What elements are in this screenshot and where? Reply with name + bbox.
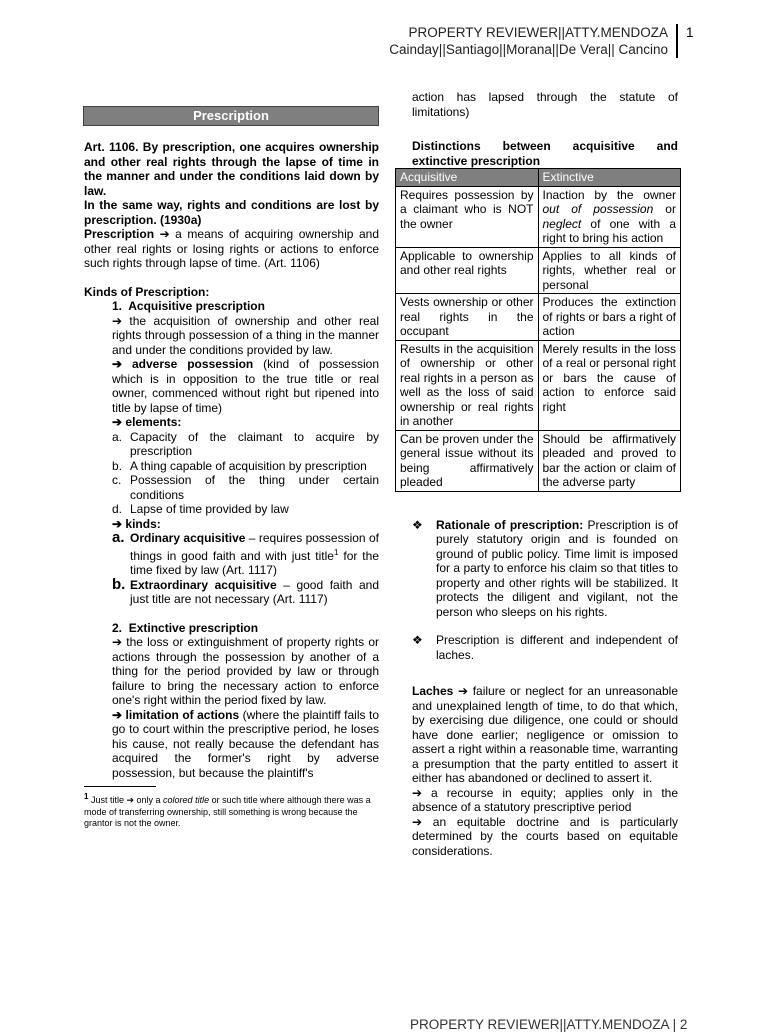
continuation-text: action has lapsed through the statute of limitations): [412, 90, 678, 119]
arrow-icon: ➔: [112, 357, 123, 371]
table-cell: Requires possession by a claimant who is NOT the owner: [396, 186, 539, 247]
right-column: [400, 90, 678, 858]
arrow-icon: ➔: [126, 795, 135, 805]
page-number: 1: [686, 25, 694, 40]
laches-doctrine: ➔ an equitable doctrine and is particularly determined by the courts based on equitable considerations.: [412, 814, 678, 858]
next-page-header: PROPERTY REVIEWER||ATTY.MENDOZA | 2: [410, 1017, 688, 1032]
extinctive-definition: ➔ the loss or extinguishment of property rights or actions through the possession by another of a thing for the period provided by law or through failure to bring the necessary action to enforce one's right within the period fixed by law.: [112, 635, 379, 707]
laches-recourse: ➔ a recourse in equity; applies only in the absence of a statutory prescriptive period: [412, 785, 678, 814]
kinds-heading: Kinds of Prescription:: [84, 284, 210, 299]
elements-label: ➔ elements:: [112, 415, 182, 429]
acquisitive-section: [84, 299, 379, 780]
table-cell: Can be proven under the general issue without its being affirmatively pleaded: [396, 430, 539, 491]
table-cell: Merely results in the loss of a real or personal right or bars the cause of action to enforce said right: [538, 340, 681, 430]
distinctions-heading: Distinctions between acquisitive and extinctive prescription: [412, 139, 678, 168]
table-header-row: [396, 169, 681, 187]
laches-definition: Laches ➔ failure or neglect for an unreasonable and unexplained length of time, to do that which, by exercising due diligence, one could or should have done earlier; negligence or omission to assert a right within a reasonable time, warranting a presumption that the party entitled to assert it either has abandoned or declined to assert it.: [412, 684, 678, 785]
list-item: d. Lapse of time provided by law: [112, 502, 289, 516]
diamond-bullet-icon: ❖: [412, 633, 423, 647]
prescription-definition: Prescription ➔ a means of acquiring ownership and other real rights or losing rights or actions to enforce such rights through lapse of time. (Art. 1106): [84, 227, 379, 270]
arrow-icon: ➔: [112, 635, 123, 649]
table-cell: Applicable to ownership and other real rights: [396, 247, 539, 294]
table-cell: Vests ownership or other real rights in the occupant: [396, 294, 539, 341]
page-header: [389, 24, 678, 58]
kinds-label: ➔ kinds:: [112, 516, 161, 531]
section-title: Prescription: [83, 106, 379, 126]
arrow-icon: ➔: [412, 814, 423, 829]
extraordinary-acquisitive: b. Extraordinary acquisitive – good faith and just title are not necessary (Art. 1117): [112, 575, 379, 606]
footnote-divider: [84, 786, 156, 787]
table-row: [396, 247, 681, 294]
table-cell: Produces the extinction of rights or bars a right of action: [538, 294, 681, 341]
footnote-ref: 1: [333, 547, 339, 557]
table-cell: Applies to all kinds of rights, whether real or personal: [538, 247, 681, 294]
table-row: [396, 186, 681, 247]
extinctive-title: 2. Extinctive prescription: [112, 620, 259, 635]
laches-difference-item: ❖ Prescription is different and independent of laches.: [412, 633, 678, 662]
footnote: $^1$ Just title ➔ only a colored title or such title where although there was a mode of transferring ownership, still something is wrong because the grantor is not the owner.: [84, 792, 371, 828]
arrow-icon: ➔: [159, 227, 170, 241]
limitation-of-actions: ➔ limitation of actions (where the plaintiff fails to go to court within the prescriptive period, he loses his cause, not really because the defendant has acquired the former's right by adverse possession, but because the plaintiff's: [112, 707, 379, 780]
adverse-possession: ➔ adverse possession (kind of possession which is in opposition to the true title or real owner, commenced without right but ripened into title by lapse of time): [112, 357, 379, 415]
table-cell: Results in the acquisition of ownership or other real rights in a person as well as the loss of said ownership or real rights in another: [396, 340, 539, 430]
table-row: [396, 294, 681, 341]
table-row: [396, 340, 681, 430]
prescription-term: Prescription: [84, 227, 155, 241]
arrow-icon: ➔: [458, 684, 469, 698]
left-column: [84, 106, 379, 830]
acquisitive-title: 1. Acquisitive prescription: [112, 299, 265, 313]
list-item: b. A thing capable of acquisition by prescription: [112, 458, 367, 473]
arrow-icon: ➔: [412, 785, 423, 800]
arrow-icon: ➔: [112, 707, 123, 722]
list-item: c. Possession of the thing under certain conditions: [112, 473, 379, 502]
list-item: a. Capacity of the claimant to acquire by prescription: [112, 429, 379, 458]
distinctions-table: [395, 168, 681, 492]
art-1106-second-paragraph: In the same way, rights and conditions are lost by prescription. (1930a): [84, 198, 379, 227]
arrow-icon: ➔: [112, 313, 123, 328]
table-cell: Inaction by the owner out of possession or neglect of one with a right to bring his action: [538, 186, 681, 247]
column-header: Extinctive: [538, 169, 681, 187]
elements-list: [112, 430, 379, 517]
acquisitive-definition: ➔ the acquisition of ownership and other real rights through possession of a thing in the manner and under the conditions provided by law.: [112, 313, 379, 357]
header-title: PROPERTY REVIEWER||ATTY.MENDOZA: [408, 25, 668, 40]
art-1106-paragraph: Art. 1106. By prescription, one acquires ownership and other real rights through the lapse of time in the manner and under the conditions laid down by law.: [84, 140, 379, 198]
header-authors: Cainday||Santiago||Morana||De Vera|| Cancino: [389, 42, 668, 57]
arrow-icon: ➔: [112, 415, 123, 429]
table-row: [396, 430, 681, 491]
diamond-bullet-icon: ❖: [412, 517, 423, 532]
ordinary-acquisitive: a. Ordinary acquisitive – requires possession of things in good faith and with just title$^1$ for the time fixed by law (Art. 1117): [112, 529, 379, 577]
rationale-item: ❖ Rationale of prescription: Prescription is of purely statutory origin and is founded on ground of public policy. Time limit is imposed for a party to enforce his claim so that titles to property and other rights will be stabilized. It protects the diligent and vigilant, not the person who sleeps on his rights.: [412, 517, 678, 619]
table-cell: Should be affirmatively pleaded and proved to bar the action or claim of the adverse party: [538, 430, 681, 491]
arrow-icon: ➔: [112, 516, 123, 531]
column-header: Acquisitive: [396, 169, 539, 187]
